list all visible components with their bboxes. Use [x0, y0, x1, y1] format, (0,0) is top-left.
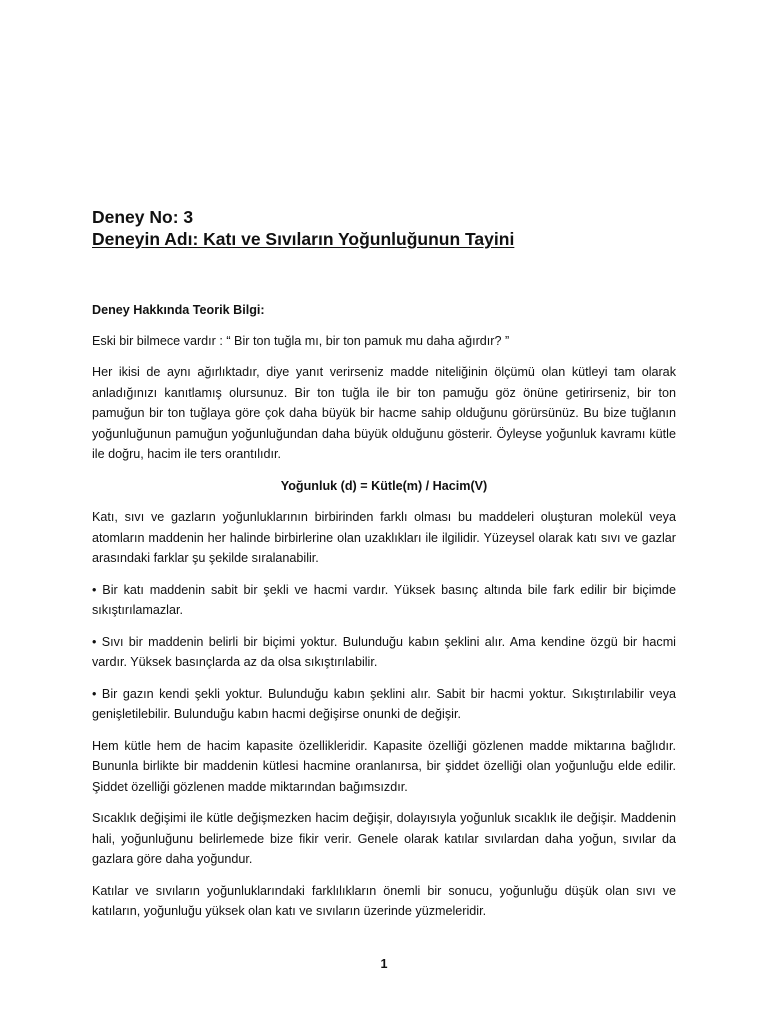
theory-section-heading: Deney Hakkında Teorik Bilgi:: [92, 303, 265, 317]
paragraph-temperature: Sıcaklık değişimi ile kütle değişmezken hacim değişir, dolayısıyla yoğunluk sıcaklık ile değişir. Maddenin hali, yoğunluğunu belirlemede bize fikir verir. Genele olarak katılar sıvılardan daha yoğun, sıvılar da gazlara göre daha yoğundur.: [92, 811, 676, 866]
bullet-gas: • Bir gazın kendi şekli yoktur. Bulunduğu kabın şeklini alır. Sabit bir hacmi yoktur. Sıkıştırılabilir veya genişletilebilir. Bulunduğu kabın hacmi değişirse onunki de değişir.: [92, 686, 676, 721]
document-body: [92, 300, 676, 933]
paragraph-states-of-matter: Katı, sıvı ve gazların yoğunluklarının birbirinden farklı olması bu maddeleri oluşturan molekül veya atomların maddenin her halinde birbirlerine olan uzaklıkları ile ilgilidir. Yüzeysel olarak katı sıvı ve gazlar arasındaki farklar şu şekilde sıralanabilir.: [92, 510, 676, 565]
density-formula: Yoğunluk (d) = Kütle(m) / Hacim(V): [280, 478, 488, 493]
paragraph-floating: Katılar ve sıvıların yoğunluklarındaki farklılıkların önemli bir sonucu, yoğunluğu düşük olan sıvı ve katıların, yoğunluğu yüksek olan katı ve sıvıların üzerinde yüzmeleridir.: [92, 883, 676, 918]
experiment-name-heading: Deneyin Adı: Katı ve Sıvıların Yoğunluğunun Tayini: [92, 229, 515, 249]
paragraph-riddle: Eski bir bilmece vardır : “ Bir ton tuğla mı, bir ton pamuk mu daha ağırdır? ”: [92, 333, 510, 348]
title-block: [92, 206, 692, 250]
page-number: 1: [380, 957, 388, 971]
experiment-number-heading: Deney No: 3: [92, 207, 194, 227]
bullet-solid: • Bir katı maddenin sabit bir şekli ve hacmi vardır. Yüksek basınç altında bile fark edilir bir biçimde sıkıştırılamazlar.: [92, 582, 676, 617]
paragraph-answer: Her ikisi de aynı ağırlıktadır, diye yanıt verirseniz madde niteliğinin ölçümü olan kütleyi tam olarak anladığınızı kanıtlamış olursunuz. Bir ton tuğla ile bir ton pamuğu göz önüne getirirseniz, bir ton pamuğun bir ton tuğlaya göre çok daha büyük bir hacme sahip olduğunu görürsünüz. Bu bize tuğlanın yoğunluğunun pamuğun yoğunluğundan daha büyük olduğunu gösterir. Öyleyse yoğunluk kavramı kütle ile doğru, hacim ile ters orantılıdır.: [92, 365, 676, 461]
paragraph-capacity-properties: Hem kütle hem de hacim kapasite özellikleridir. Kapasite özelliği gözlenen madde miktarına bağlıdır. Bununla birlikte bir maddenin kütlesi hacmine oranlanırsa, bir şiddet özelliği olan yoğunluğu elde edilir. Şiddet özelliği gözlenen madde miktarından bağımsızdır.: [92, 738, 676, 794]
bullet-liquid: • Sıvı bir maddenin belirli bir biçimi yoktur. Bulunduğu kabın şeklini alır. Ama kendine özgü bir hacmi vardır. Yüksek basınçlarda az da olsa sıkıştırılabilir.: [92, 634, 676, 669]
